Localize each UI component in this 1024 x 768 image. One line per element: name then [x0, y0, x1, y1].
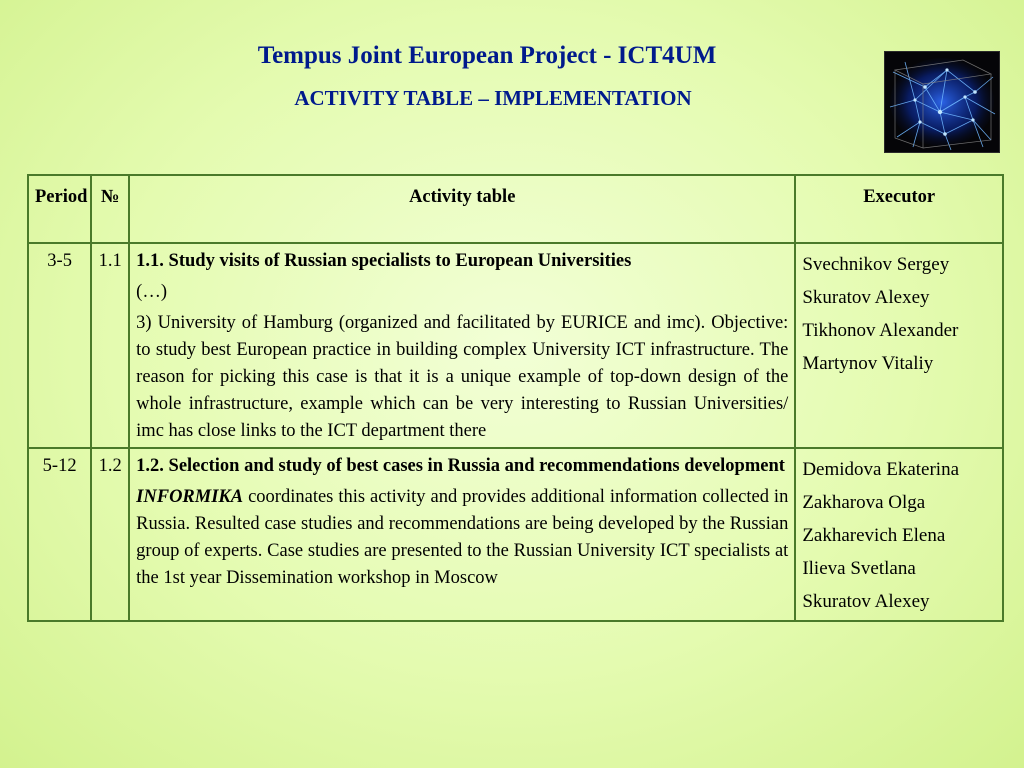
- executor-cell: [795, 243, 1003, 448]
- table-row: [28, 448, 1003, 621]
- activity-cell: [129, 448, 795, 621]
- executor-name: Svechnikov Sergey: [802, 254, 950, 275]
- executor-name: Zakharevich Elena: [802, 525, 946, 546]
- activity-cell: [129, 243, 795, 448]
- executor-name: Zakharova Olga: [802, 492, 926, 513]
- column-header-activity: Activity table: [129, 175, 795, 243]
- executor-name: Demidova Ekaterina: [802, 459, 960, 480]
- executor-name: Skuratov Alexey: [802, 591, 930, 612]
- activity-heading: 1.1. Study visits of Russian specialists to European Universities: [136, 251, 632, 271]
- organization-name: INFORMIKA: [136, 487, 244, 507]
- executor-name: Tikhonov Alexander: [802, 320, 959, 341]
- executor-cell: [795, 448, 1003, 621]
- activity-description: [136, 484, 788, 592]
- period-cell: 5-12: [28, 448, 91, 621]
- network-cube-icon: [884, 51, 1000, 153]
- executor-name: Martynov Vitaliy: [802, 353, 934, 374]
- executor-name: Ilieva Svetlana: [802, 558, 916, 579]
- table-header-row: [28, 175, 1003, 243]
- table-row: [28, 243, 1003, 448]
- number-cell: 1.2: [91, 448, 129, 621]
- activity-description: 3) University of Hamburg (organized and facilitated by EURICE and imc). Objective: to study best European practice in building complex University ICT infrastructure. The reason for picking this case is that it is a unique example of top-down design of the whole infrastructure, example which can be very interesting to Russian Universities/ imc has close links to the ICT department there: [136, 313, 789, 441]
- executor-name: Skuratov Alexey: [802, 287, 930, 308]
- column-header-period: Period: [28, 175, 91, 243]
- page-title: Tempus Joint European Project - ICT4UM: [257, 42, 717, 69]
- period-cell: 3-5: [28, 243, 91, 448]
- activity-table: [27, 174, 1004, 622]
- column-header-executor: Executor: [795, 175, 1003, 243]
- activity-ellipsis: (…): [136, 282, 167, 302]
- column-header-number: №: [91, 175, 129, 243]
- number-cell: 1.1: [91, 243, 129, 448]
- activity-heading: 1.2. Selection and study of best cases in Russia and recommendations development: [136, 456, 785, 476]
- activity-description-text: coordinates this activity and provides additional information collected in Russia. Resulted case studies and recommendations are being developed by the Russian group of experts. Case studies are presented to the Russian University ICT specialists at the 1st year Dissemination workshop in Moscow: [136, 487, 789, 588]
- page-subtitle: ACTIVITY TABLE – IMPLEMENTATION: [294, 86, 692, 110]
